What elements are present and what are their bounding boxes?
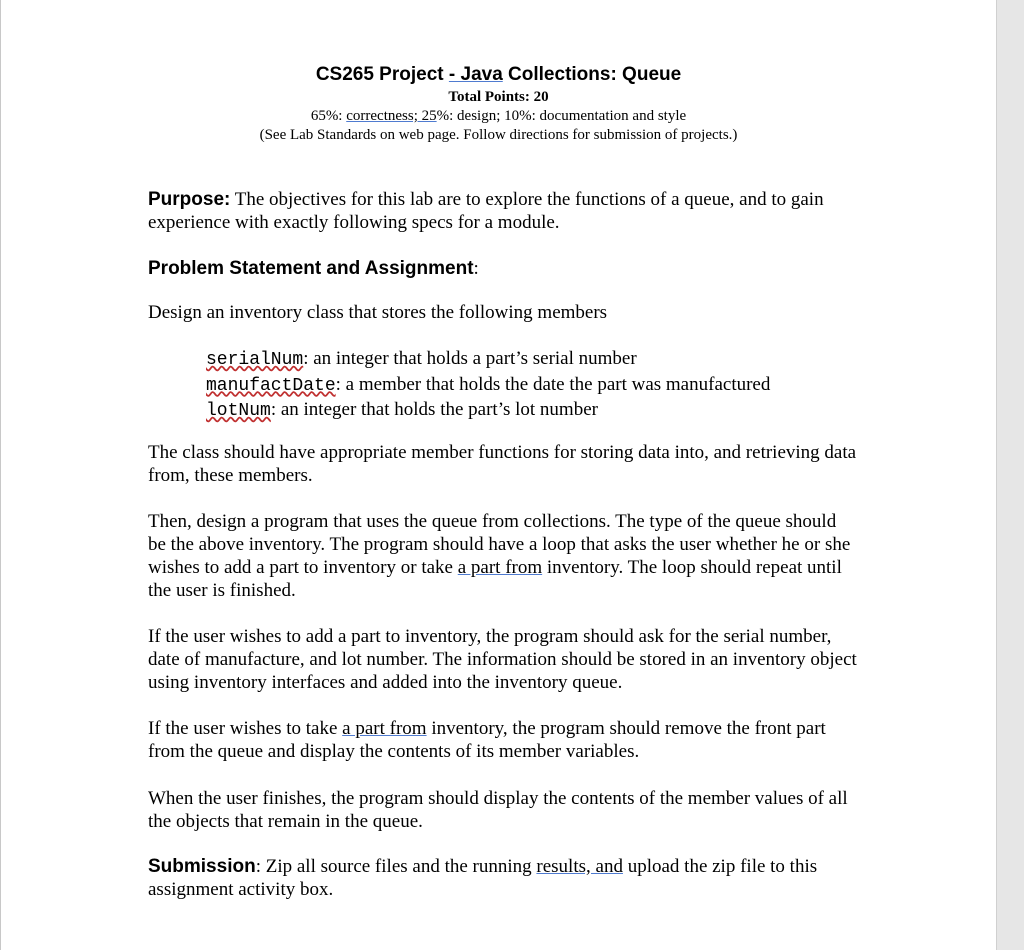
title-link: - Java <box>448 64 503 85</box>
problem-intro: Design an inventory class that stores the following members <box>148 302 608 323</box>
purpose-paragraph: Purpose: The objectives for this lab are to explore the functions of a queue, and to gain experience with exactly following specs for a module. <box>148 189 824 233</box>
total-points: Total Points: 20 <box>448 89 549 105</box>
list-item: manufactDate: a member that holds the date the part was manufactured <box>206 373 771 396</box>
right-panel-scrollbar[interactable] <box>996 0 1024 950</box>
grading-weights: 65%: correctness; 25%: design; 10%: documentation and style <box>310 108 687 124</box>
paragraph-class-functions: The class should have appropriate member functions for storing data into, and retrieving data from, these members. <box>148 442 857 486</box>
list-item: serialNum: an integer that holds a part’s serial number <box>206 348 637 370</box>
paragraph-program-design: Then, design a program that uses the queue from collections. The type of the queue should be the above inventory. The program should have a loop that asks the user whether he or she wishes to add a part to inventory or take a part from inventory. The loop should repeat until the user is finished. <box>148 511 851 601</box>
submission-label: Submission <box>148 856 256 877</box>
page-title: CS265 Project - Java Collections: Queue <box>315 64 682 85</box>
member-list <box>206 347 846 424</box>
purpose-label: Purpose: <box>148 189 231 210</box>
lab-standards-note: (See Lab Standards on web page. Follow directions for submission of projects.) <box>259 127 738 143</box>
paragraph-add-part: If the user wishes to add a part to inventory, the program should ask for the serial number, date of manufacture, and lot number. The information should be stored in an inventory object using inventory interfaces and added into the inventory queue. <box>148 626 857 693</box>
paragraph-take-part: If the user wishes to take a part from inventory, the program should remove the front part from the queue and display the contents of its member variables. <box>148 718 826 762</box>
problem-heading: Problem Statement and Assignment: <box>148 258 479 279</box>
submission-paragraph: Submission: Zip all source files and the running results, and upload the zip file to this assignment activity box. <box>148 856 818 900</box>
list-item: lotNum: an integer that holds the part’s lot number <box>206 399 598 421</box>
paragraph-finish: When the user finishes, the program should display the contents of the member values of all the objects that remain in the queue. <box>148 788 848 832</box>
